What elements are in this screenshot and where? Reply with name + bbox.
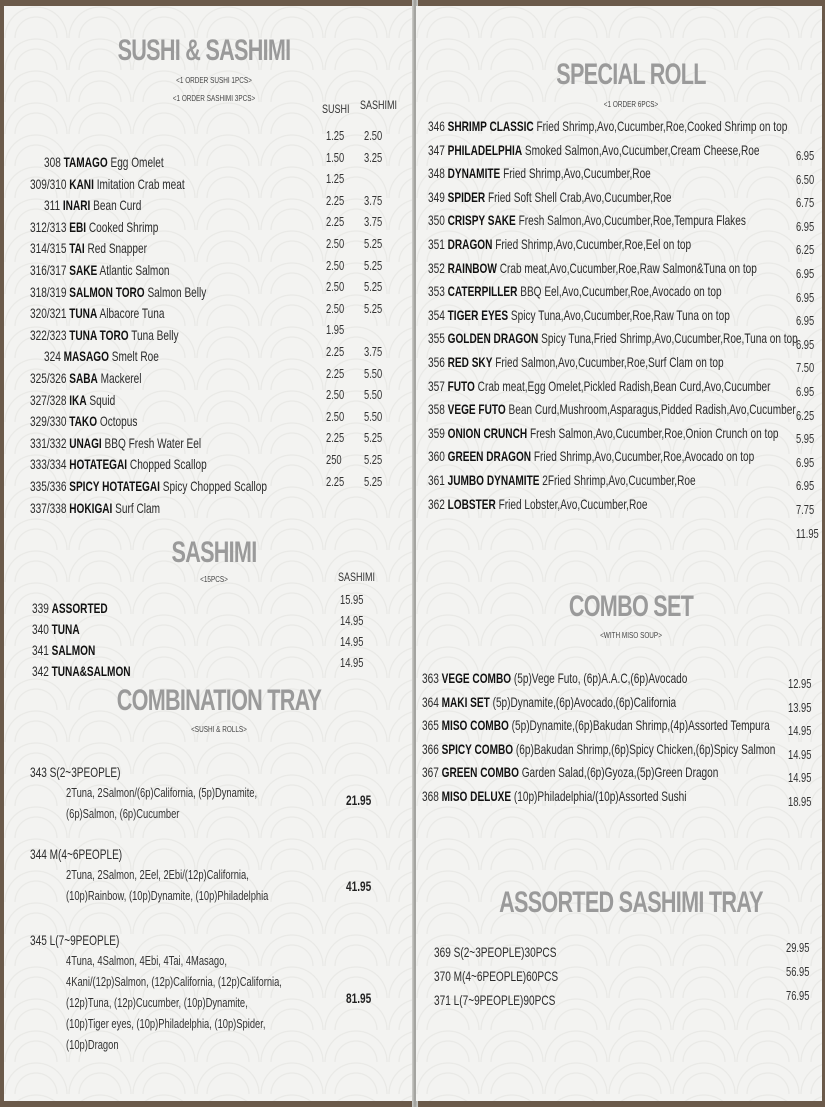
item-name: HOKIGAI (69, 499, 113, 516)
item-desc: Atlantic Salmon (99, 262, 170, 278)
roll-price: 6.95 (796, 289, 815, 305)
item-name: SHRIMP CLASSIC (447, 118, 534, 134)
item-name: ONION CRUNCH (447, 424, 528, 441)
sashimi-row (32, 600, 108, 616)
tray-price: 29.95 (786, 940, 810, 955)
sashimi-price: 5.25 (364, 452, 383, 467)
menu-item-row (44, 197, 141, 213)
col-sushi: SUSHI (322, 102, 350, 116)
menu-item-row (30, 478, 267, 494)
menu-item-row (30, 327, 178, 343)
item-number: 347 (428, 141, 445, 158)
roll-price: 6.95 (796, 148, 815, 163)
tray-contents-line: 4Tuna, 4Salmon, 4Ebi, 4Tai, 4Masago, (66, 953, 227, 968)
menu-left-page (4, 6, 414, 1101)
combo-price: 12.95 (788, 676, 812, 691)
item-desc: Octopus (99, 413, 138, 430)
special-roll-row (428, 496, 647, 512)
item-name: DYNAMITE (447, 165, 501, 182)
item-name: SABA (69, 370, 98, 386)
roll-price: 7.50 (796, 360, 815, 376)
item-number: 340 (32, 621, 49, 637)
special-roll-row (428, 354, 724, 370)
item-name: CATERPILLER (447, 283, 518, 300)
combo-set-row (422, 670, 687, 686)
item-desc: Spicy Tuna,Avo,Cucumber,Roe,Raw Tuna on top (510, 306, 730, 323)
item-number: 368 (422, 787, 439, 804)
tray-contents-line: (12p)Tuna, (12p)Cucumber, (10p)Dynamite, (66, 995, 248, 1010)
item-name: GOLDEN DRAGON (447, 330, 539, 347)
item-desc: Surf Clam (115, 499, 160, 516)
item-number: 356 (428, 354, 445, 370)
roll-price: 6.95 (796, 218, 815, 234)
menu-item-row (44, 154, 164, 170)
item-number: 327/328 (30, 391, 67, 408)
combo-price: 14.95 (788, 746, 812, 762)
item-number: 363 (422, 670, 439, 686)
sashimi-price: 3.75 (364, 214, 383, 230)
roll-price: 6.95 (796, 336, 815, 352)
item-desc: (5p)Dynamite,(6p)Bakudan Shrimp,(4p)Assorted Tempura (511, 717, 770, 733)
item-number: 311 (44, 197, 61, 214)
item-name: SPIDER (447, 188, 486, 205)
special-roll-row (428, 472, 696, 488)
sashimi-price: 14.95 (340, 655, 364, 670)
item-number: 350 (428, 212, 445, 229)
item-desc: Fresh Salmon,Avo,Cucumber,Roe,Tempura Flakes (518, 212, 746, 229)
item-number: 335/336 (30, 478, 67, 494)
sashimi-price: 5.50 (364, 387, 383, 403)
sushi-sashimi-sub1: <1 ORDER SUSHI 1PCS> (176, 76, 252, 85)
roll-price: 6.95 (796, 384, 815, 399)
item-name: TUNA (69, 305, 98, 322)
item-desc: Crab meat,Avo,Cucumber,Roe,Raw Salmon&Tuna on top (499, 259, 757, 276)
combo-set-row (422, 788, 686, 804)
item-number: 339 (32, 600, 49, 616)
item-name: EBI (69, 218, 87, 235)
menu-item-row (30, 456, 207, 472)
special-roll-row (428, 236, 691, 252)
menu-item-row (30, 262, 170, 278)
item-desc: Garden Salad,(6p)Gyoza,(5p)Green Dragon (521, 764, 719, 780)
item-name: ASSORTED (51, 600, 108, 616)
item-desc: (5p)Dynamite,(6p)Avocado,(6p)California (492, 693, 677, 710)
item-number: 352 (428, 259, 445, 276)
item-desc: Fried Shrimp,Avo,Cucumber,Roe,Eel on top (495, 236, 692, 252)
combo-price: 18.95 (788, 793, 812, 809)
sushi-price: 2.25 (326, 214, 345, 230)
item-name: MISO COMBO (441, 717, 509, 733)
item-name: MISO DELUXE (441, 787, 512, 804)
item-desc: Fried Shrimp,Avo,Cucumber,Roe (503, 165, 651, 182)
sushi-price: 2.50 (326, 257, 345, 273)
tray-contents-line: (10p)Dragon (66, 1037, 119, 1052)
item-name: INARI (62, 197, 91, 214)
menu-right-page (416, 6, 822, 1101)
item-desc: 2Fried Shrimp,Avo,Cucumber,Roe (542, 472, 696, 488)
sashimi-price: 2.50 (364, 128, 383, 143)
item-desc: Tuna Belly (131, 326, 179, 343)
combo-set-sub: <WITH MISO SOUP> (600, 631, 662, 640)
sushi-price: 2.50 (326, 408, 345, 424)
item-desc: Imitation Crab meat (96, 175, 185, 192)
item-desc: Fresh Salmon,Avo,Cucumber,Roe,Onion Crunch on top (529, 424, 779, 441)
roll-price: 6.95 (796, 266, 815, 281)
item-number: 358 (428, 401, 445, 418)
item-number: 341 (32, 642, 49, 658)
item-desc: Squid (89, 391, 116, 408)
special-roll-row (428, 401, 796, 417)
item-number: 367 (422, 764, 439, 780)
item-name: HOTATEGAI (69, 456, 128, 473)
special-roll-row (428, 260, 757, 276)
item-name: TAMAGO (63, 154, 108, 170)
special-roll-row (428, 425, 779, 441)
sushi-price: 2.25 (326, 430, 345, 446)
item-name: S(2~3PEOPLE)30PCS (453, 944, 557, 960)
item-number: 348 (428, 165, 445, 182)
item-name: SPICY HOTATEGAI (69, 478, 160, 494)
item-name: M(4~6PEOPLE)60PCS (453, 968, 559, 984)
special-roll-row (428, 189, 672, 205)
tray-price: 56.95 (786, 964, 810, 979)
item-number: 343 (30, 764, 47, 780)
tray-contents-line: 2Tuna, 2Salmon/(6p)California, (5p)Dynamite, (66, 785, 258, 800)
sashimi-row (32, 642, 95, 658)
item-name: SAKE (69, 262, 98, 278)
combo-set-row (422, 741, 775, 757)
menu-item-row (30, 413, 137, 429)
special-roll-row (428, 142, 759, 158)
item-desc: (10p)Philadelphia/(10p)Assorted Sushi (513, 787, 687, 804)
item-number: 333/334 (30, 456, 67, 473)
sushi-price: 2.50 (326, 387, 345, 403)
item-number: 366 (422, 740, 439, 757)
item-name: RAINBOW (447, 259, 497, 276)
item-number: 355 (428, 330, 445, 347)
item-name: TUNA&SALMON (51, 663, 131, 679)
item-number: 369 (434, 944, 451, 960)
sushi-price: 1.25 (326, 128, 345, 143)
sashimi-price: 3.25 (364, 149, 383, 165)
sushi-price: 2.25 (326, 365, 345, 381)
item-name: VEGE FUTO (447, 401, 506, 418)
special-roll-row (428, 212, 746, 228)
tray-contents-line: 2Tuna, 2Salmon, 2Eel, 2Ebi/(12p)California, (66, 867, 249, 882)
tray-contents-line: 4Kani/(12p)Salmon, (12p)California, (12p)California, (66, 974, 282, 989)
sashimi-row (32, 663, 131, 679)
item-name: SALMON TORO (69, 283, 145, 300)
item-desc: Egg Omelet (110, 154, 164, 170)
special-roll-row (428, 307, 730, 323)
menu-item-row (30, 219, 158, 235)
special-roll-row (428, 283, 722, 299)
item-name: L(7~9PEOPLE) (49, 932, 120, 948)
combination-tray-row (30, 846, 122, 862)
combo-set-row (422, 717, 770, 733)
item-desc: (5p)Vege Futo, (6p)A.A.C,(6p)Avocado (513, 670, 688, 686)
sashimi-tray-row (434, 992, 555, 1008)
item-desc: Cooked Shrimp (88, 218, 159, 235)
item-name: UNAGI (69, 434, 102, 451)
item-desc: (6p)Bakudan Shrimp,(6p)Spicy Chicken,(6p)Spicy Salmon (515, 740, 776, 757)
item-number: 316/317 (30, 262, 67, 278)
item-number: 365 (422, 717, 439, 733)
tray-price: 76.95 (786, 988, 810, 1003)
sashimi-title: SASHIMI (171, 536, 257, 569)
menu-item-row (44, 348, 159, 364)
item-desc: Bean Curd,Mushroom,Asparagus,Pidded Radish,Avo,Cucumber (508, 401, 796, 418)
item-name: KANI (69, 175, 94, 192)
item-desc: Salmon Belly (147, 283, 207, 300)
item-desc: Fried Shrimp,Avo,Cucumber,Roe,Cooked Shrimp on top (536, 118, 788, 134)
item-number: 357 (428, 377, 445, 394)
tray-contents-line: (10p)Rainbow, (10p)Dynamite, (10p)Philadelphia (66, 888, 269, 903)
item-name: DRAGON (447, 236, 493, 252)
item-number: 346 (428, 118, 445, 134)
roll-price: 5.95 (796, 431, 815, 447)
menu-item-row (30, 176, 185, 192)
item-name: GREEN COMBO (441, 764, 519, 780)
roll-price: 6.25 (796, 242, 815, 258)
item-name: TUNA TORO (69, 326, 129, 343)
combination-tray-row (30, 932, 119, 948)
item-number: 360 (428, 448, 445, 465)
item-number: 337/338 (30, 499, 67, 516)
item-number: 349 (428, 188, 445, 205)
sashimi-price: 14.95 (340, 634, 364, 649)
roll-price: 6.95 (796, 313, 815, 329)
item-number: 371 (434, 992, 451, 1008)
sushi-price: 2.50 (326, 300, 345, 316)
item-name: MAKI SET (441, 693, 490, 710)
sushi-price: 2.25 (326, 473, 345, 489)
special-roll-sub: <1 ORDER 6PCS> (603, 100, 659, 109)
item-name: TIGER EYES (447, 306, 509, 323)
combo-price: 13.95 (788, 699, 812, 715)
combination-tray-row (30, 764, 120, 780)
item-name: TUNA (51, 621, 80, 637)
roll-price: 11.95 (796, 525, 819, 541)
special-roll-row (428, 330, 798, 346)
item-desc: Crab meat,Egg Omelet,Pickled Radish,Bean Curd,Avo,Cucumber (477, 377, 771, 394)
sashimi-price: 5.25 (364, 430, 383, 446)
item-number: 342 (32, 663, 49, 679)
item-desc: Fried Lobster,Avo,Cucumber,Roe (498, 495, 648, 512)
tray-price: 21.95 (346, 792, 372, 808)
roll-price: 6.50 (796, 171, 815, 187)
roll-price: 7.75 (796, 502, 815, 517)
tray-contents-line: (10p)Tiger eyes, (10p)Philadelphia, (10p)Spider, (66, 1016, 266, 1031)
item-number: 345 (30, 932, 47, 948)
menu-item-row (30, 500, 160, 516)
item-number: 322/323 (30, 326, 67, 343)
item-desc: Spicy Tuna,Fried Shrimp,Avo,Cucumber,Roe,Tuna on top (541, 330, 798, 347)
menu-item-row (30, 435, 201, 451)
sashimi-price: 5.50 (364, 408, 383, 424)
item-number: 325/326 (30, 370, 67, 386)
sushi-price: 1.25 (326, 171, 345, 187)
sashimi-price: 5.25 (364, 300, 383, 316)
sashimi-price: 3.75 (364, 192, 383, 208)
item-name: S(2~3PEOPLE) (49, 764, 121, 780)
combo-price: 14.95 (788, 770, 812, 785)
item-number: 318/319 (30, 283, 67, 300)
roll-price: 6.25 (796, 407, 815, 423)
item-name: L(7~9PEOPLE)90PCS (453, 992, 556, 1008)
sashimi-tray-row (434, 944, 556, 960)
combination-tray-sub: <SUSHI & ROLLS> (191, 725, 247, 734)
item-name: MASAGO (63, 348, 109, 365)
menu-item-row (30, 240, 147, 256)
item-name: TAKO (69, 413, 98, 430)
special-roll-row (428, 378, 771, 394)
item-desc: Red Snapper (87, 240, 147, 257)
item-number: 370 (434, 968, 451, 984)
sushi-price: 2.50 (326, 279, 345, 295)
item-name: LOBSTER (447, 495, 496, 512)
menu-item-row (30, 284, 206, 300)
special-roll-row (428, 165, 651, 181)
item-desc: Smoked Salmon,Avo,Cucumber,Cream Cheese,Roe (524, 141, 760, 158)
col-sashimi: SASHIMI (360, 98, 398, 112)
roll-price: 6.95 (796, 478, 815, 494)
sushi-sashimi-title: SUSHI & SASHIMI (117, 34, 291, 67)
item-number: 361 (428, 472, 445, 488)
combo-set-title: COMBO SET (568, 590, 694, 623)
sushi-price: 2.25 (326, 344, 345, 359)
tray-price: 41.95 (346, 878, 372, 894)
combo-set-row (422, 764, 718, 780)
roll-price: 6.75 (796, 195, 815, 211)
item-number: 314/315 (30, 240, 67, 257)
menu-item-row (30, 392, 115, 408)
sashimi-row (32, 621, 80, 637)
sashimi-price: 5.25 (364, 473, 383, 489)
special-roll-row (428, 448, 754, 464)
sushi-sashimi-sub2: <1 ORDER SASHIMI 3PCS> (172, 94, 256, 103)
item-name: SPICY COMBO (441, 740, 514, 757)
sashimi-sub: <15PCS> (200, 575, 228, 584)
item-name: PHILADELPHIA (447, 141, 523, 158)
roll-price: 6.95 (796, 454, 815, 470)
item-name: GREEN DRAGON (447, 448, 532, 465)
sushi-price: 2.50 (326, 236, 345, 251)
item-desc: BBQ Eel,Avo,Cucumber,Roe,Avocado on top (520, 283, 722, 300)
sashimi-price: 5.25 (364, 279, 383, 295)
item-name: RED SKY (447, 354, 493, 370)
item-number: 320/321 (30, 305, 67, 322)
combo-set-row (422, 694, 676, 710)
assorted-sashimi-tray-title: ASSORTED SASHIMI TRAY (499, 886, 763, 919)
sashimi-tray-row (434, 968, 558, 984)
sashimi-price: 3.75 (364, 344, 383, 359)
item-desc: Smelt Roe (111, 348, 159, 365)
item-number: 331/332 (30, 434, 67, 451)
item-number: 351 (428, 236, 445, 252)
item-number: 353 (428, 283, 445, 300)
combination-tray-title: COMBINATION TRAY (116, 684, 322, 717)
menu-item-row (30, 370, 141, 386)
sushi-price: 1.95 (326, 322, 345, 338)
sashimi-price: 5.25 (364, 257, 383, 273)
item-number: 344 (30, 846, 47, 862)
tray-price: 81.95 (346, 990, 372, 1006)
item-number: 312/313 (30, 218, 67, 235)
item-name: SALMON (51, 642, 96, 658)
item-desc: Chopped Scallop (129, 456, 207, 473)
item-name: JUMBO DYNAMITE (447, 472, 540, 488)
sushi-price: 250 (326, 452, 342, 467)
sushi-price: 1.50 (326, 149, 345, 165)
item-number: 364 (422, 693, 439, 710)
item-number: 359 (428, 424, 445, 441)
item-desc: Fried Soft Shell Crab,Avo,Cucumber,Roe (487, 188, 672, 205)
item-desc: Spicy Chopped Scallop (162, 478, 268, 494)
item-name: TAI (69, 240, 85, 257)
item-name: M(4~6PEOPLE) (49, 846, 123, 862)
special-roll-row (428, 118, 787, 134)
item-desc: BBQ Fresh Water Eel (104, 434, 202, 451)
item-number: 324 (44, 348, 61, 365)
item-number: 362 (428, 495, 445, 512)
item-desc: Fried Salmon,Avo,Cucumber,Roe,Surf Clam on top (495, 354, 724, 370)
sushi-price: 2.25 (326, 192, 345, 208)
item-desc: Albacore Tuna (99, 305, 165, 322)
sashimi-price: 5.25 (364, 236, 383, 251)
item-number: 308 (44, 154, 61, 170)
sashimi-price: 14.95 (340, 613, 364, 628)
item-name: FUTO (447, 377, 475, 394)
item-number: 354 (428, 306, 445, 323)
combo-price: 14.95 (788, 723, 812, 738)
tray-contents-line: (6p)Salmon, (6p)Cucumber (66, 806, 180, 821)
special-roll-title: SPECIAL ROLL (556, 58, 706, 91)
item-desc: Bean Curd (93, 197, 142, 214)
item-desc: Fried Shrimp,Avo,Cucumber,Roe,Avocado on top (533, 448, 755, 465)
item-name: IKA (69, 391, 87, 408)
item-name: VEGE COMBO (441, 670, 512, 686)
item-number: 309/310 (30, 175, 67, 192)
item-desc: Mackerel (100, 370, 142, 386)
item-number: 329/330 (30, 413, 67, 430)
menu-item-row (30, 305, 165, 321)
sashimi-price: 15.95 (340, 592, 364, 607)
sashimi-price: 5.50 (364, 365, 383, 381)
item-name: CRISPY SAKE (447, 212, 516, 229)
col-sashimi-2: SASHIMI (338, 570, 376, 584)
